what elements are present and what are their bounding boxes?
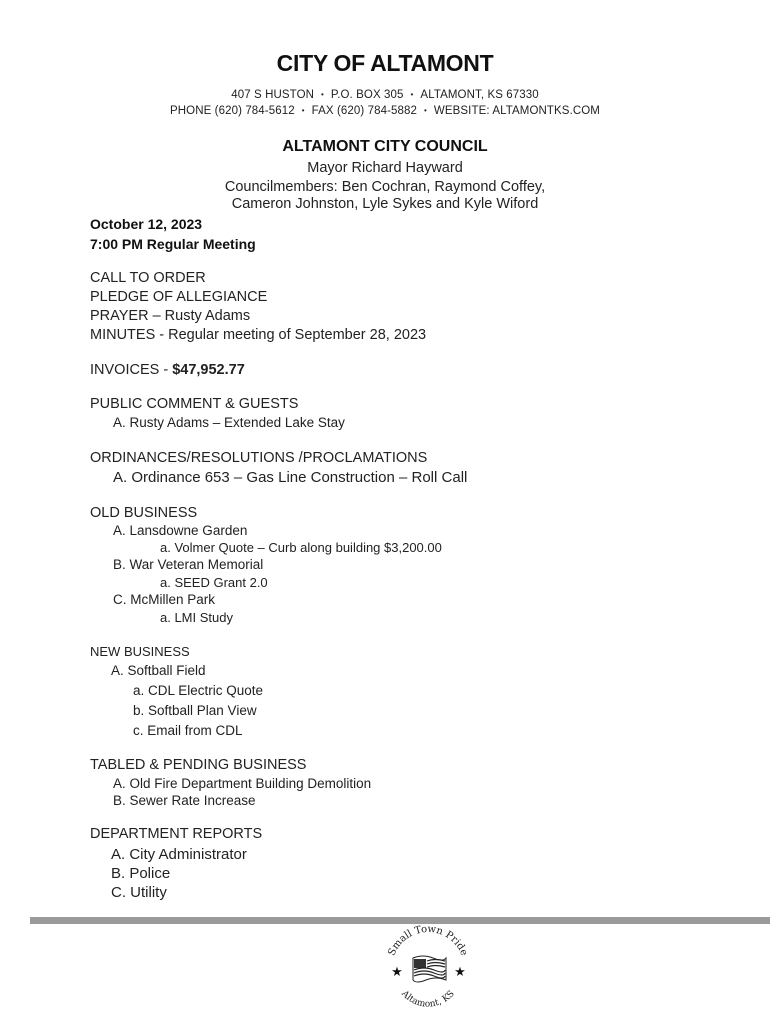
section-ordinances: ORDINANCES/RESOLUTIONS /PROCLAMATIONS	[90, 450, 428, 466]
list-item: A. Old Fire Department Building Demolition	[113, 776, 372, 791]
councilmembers-line-2: Cameron Johnston, Lyle Sykes and Kyle Wiford	[231, 196, 539, 212]
list-item: A. Rusty Adams – Extended Lake Stay	[113, 415, 345, 430]
list-item: A. Lansdowne Garden	[113, 523, 248, 538]
list-item: B. Sewer Rate Increase	[113, 793, 256, 808]
call-to-order: CALL TO ORDER	[90, 270, 206, 286]
list-subitem: c. Email from CDL	[133, 723, 243, 738]
council-name: ALTAMONT CITY COUNCIL	[282, 138, 488, 155]
list-item: A. City Administrator	[111, 846, 247, 863]
seal-top-text: Small Town Pride	[386, 924, 470, 958]
address-line	[0, 89, 770, 101]
bullet-separator: •	[424, 106, 427, 115]
small-town-pride-seal	[378, 924, 478, 1018]
list-subitem: a. LMI Study	[160, 610, 233, 625]
section-department-reports: DEPARTMENT REPORTS	[90, 826, 263, 842]
section-public-comment: PUBLIC COMMENT & GUESTS	[90, 396, 299, 412]
prayer: PRAYER – Rusty Adams	[90, 308, 251, 324]
fax-number: FAX (620) 784-5882	[311, 105, 417, 117]
minutes: MINUTES - Regular meeting of September 28, 2023	[90, 327, 427, 343]
invoices-amount: $47,952.77	[172, 362, 245, 378]
mayor-name: Mayor Richard Hayward	[307, 160, 463, 176]
bullet-separator: •	[410, 90, 414, 99]
meeting-date: October 12, 2023	[90, 216, 203, 232]
invoices	[90, 362, 245, 378]
bullet-separator: •	[301, 106, 305, 115]
section-old-business: OLD BUSINESS	[90, 505, 198, 521]
phone-number: PHONE (620) 784-5612	[169, 105, 295, 117]
invoices-label: INVOICES -	[90, 362, 173, 378]
seal-bottom-text: Altamont, KS	[399, 989, 457, 1010]
pledge-of-allegiance: PLEDGE OF ALLEGIANCE	[90, 289, 268, 305]
city-state-zip: ALTAMONT, KS 67330	[420, 89, 539, 101]
footer-divider	[30, 917, 770, 924]
star-icon: ★	[454, 965, 466, 980]
meeting-time: 7:00 PM Regular Meeting	[90, 236, 256, 252]
section-new-business: NEW BUSINESS	[90, 644, 190, 659]
section-tabled-business: TABLED & PENDING BUSINESS	[90, 757, 307, 773]
po-box: P.O. BOX 305	[330, 89, 404, 101]
city-title: CITY OF ALTAMONT	[276, 50, 494, 76]
list-item: B. War Veteran Memorial	[113, 557, 264, 572]
list-item: A. Ordinance 653 – Gas Line Construction – Roll Call	[113, 469, 468, 486]
list-subitem: a. Volmer Quote – Curb along building $3,200.00	[160, 540, 442, 555]
street-address: 407 S HUSTON	[231, 89, 315, 101]
website-link[interactable]: WEBSITE: ALTAMONTKS.COM	[433, 105, 600, 117]
list-subitem: a. CDL Electric Quote	[133, 683, 264, 698]
star-icon: ★	[391, 965, 403, 980]
contact-line	[0, 105, 770, 117]
list-item: C. Utility	[111, 884, 167, 901]
list-item: B. Police	[111, 865, 171, 882]
list-subitem: b. Softball Plan View	[133, 703, 257, 718]
list-subitem: a. SEED Grant 2.0	[160, 575, 268, 590]
list-item: C. McMillen Park	[113, 592, 216, 607]
flag-icon	[413, 956, 446, 982]
bullet-separator: •	[321, 90, 324, 99]
list-item: A. Softball Field	[111, 663, 206, 678]
councilmembers-line-1: Councilmembers: Ben Cochran, Raymond Coffey,	[224, 179, 546, 195]
